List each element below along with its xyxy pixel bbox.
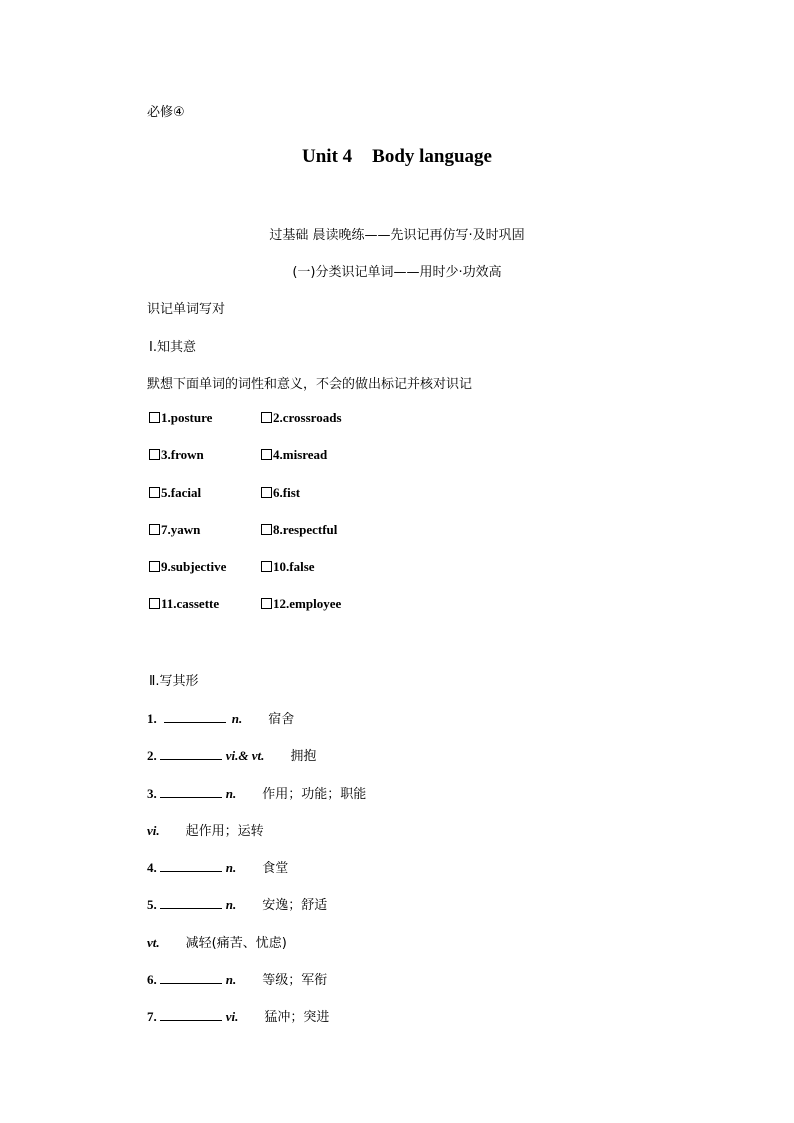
book-label: 必修④ — [147, 105, 185, 120]
part1-heading: Ⅰ.知其意 — [149, 340, 196, 355]
fill-item: vi. 起作用；运转 — [147, 823, 264, 839]
checkbox-icon[interactable] — [149, 524, 160, 535]
checkbox-icon[interactable] — [261, 524, 272, 535]
fill-item: 2. vi.& vt. 拥抱 — [147, 748, 317, 764]
unit-number: Unit 4 — [302, 146, 353, 167]
vocab-item[interactable]: 1.posture — [149, 410, 212, 426]
vocab-item[interactable]: 2.crossroads — [261, 410, 342, 426]
vocab-item[interactable]: 3.frown — [149, 447, 204, 463]
vocab-item[interactable]: 12.employee — [261, 596, 341, 612]
section-heading: (一)分类识记单词——用时少·功效高 — [292, 265, 502, 280]
fill-item: vt. 减轻(痛苦、忧虑) — [147, 935, 287, 951]
checkbox-icon[interactable] — [149, 598, 160, 609]
answer-blank[interactable] — [160, 971, 222, 984]
vocab-item[interactable]: 11.cassette — [149, 596, 219, 612]
fill-item: 3. n. 作用；功能；职能 — [147, 786, 367, 802]
answer-blank[interactable] — [160, 785, 222, 798]
vocab-item[interactable]: 5.facial — [149, 485, 201, 501]
part1-instruction: 默想下面单词的词性和意义，不会的做出标记并核对识记 — [147, 377, 473, 392]
unit-name: Body language — [372, 146, 492, 167]
answer-blank[interactable] — [160, 747, 222, 760]
answer-blank[interactable] — [164, 710, 226, 723]
fill-item: 5. n. 安逸；舒适 — [147, 897, 328, 913]
fill-item: 7. vi. 猛冲；突进 — [147, 1009, 330, 1025]
vocab-item[interactable]: 4.misread — [261, 447, 327, 463]
vocab-item[interactable]: 10.false — [261, 559, 315, 575]
fill-item: 4. n. 食堂 — [147, 860, 289, 876]
answer-blank[interactable] — [160, 1008, 222, 1021]
checkbox-icon[interactable] — [261, 412, 272, 423]
vocab-item[interactable]: 6.fist — [261, 485, 300, 501]
fill-item: 1. n. 宿舍 — [147, 711, 295, 727]
vocab-item[interactable]: 7.yawn — [149, 522, 200, 538]
checkbox-icon[interactable] — [149, 412, 160, 423]
checkbox-icon[interactable] — [261, 561, 272, 572]
answer-blank[interactable] — [160, 859, 222, 872]
vocab-item[interactable]: 8.respectful — [261, 522, 337, 538]
checkbox-icon[interactable] — [149, 449, 160, 460]
part2-heading: Ⅱ.写其形 — [149, 674, 199, 689]
words-label: 识记单词写对 — [147, 302, 226, 317]
checkbox-icon[interactable] — [261, 487, 272, 498]
page-title — [0, 146, 794, 168]
checkbox-icon[interactable] — [261, 449, 272, 460]
checkbox-icon[interactable] — [149, 561, 160, 572]
answer-blank[interactable] — [160, 896, 222, 909]
checkbox-icon[interactable] — [149, 487, 160, 498]
checkbox-icon[interactable] — [261, 598, 272, 609]
vocab-item[interactable]: 9.subjective — [149, 559, 226, 575]
fill-item: 6. n. 等级；军衔 — [147, 972, 328, 988]
subtitle: 过基础 晨读晚练——先识记再仿写·及时巩固 — [269, 228, 525, 243]
